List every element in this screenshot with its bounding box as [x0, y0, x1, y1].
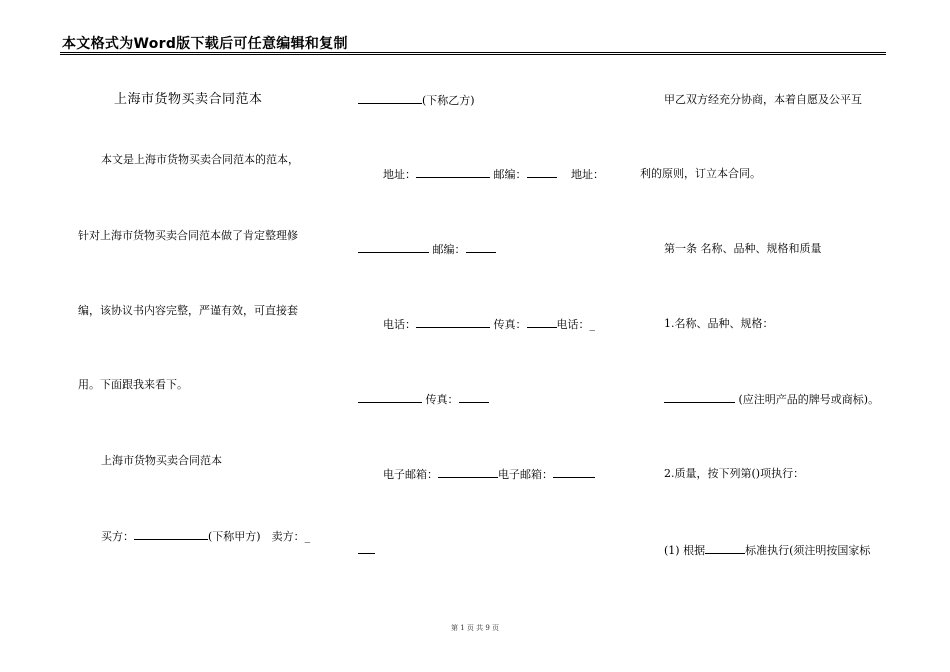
page-number: 第 1 页 共 9 页	[450, 624, 500, 632]
address-line	[383, 167, 604, 182]
buyer-alias-and-seller-label: (下称甲方) 卖方：_	[208, 530, 311, 543]
buyer-fax-blank	[527, 317, 557, 328]
item-1-name-spec: 1.名称、品种、规格：	[664, 317, 774, 330]
seller-postcode-label: 邮编：	[432, 243, 466, 256]
seller-fax-blank	[459, 392, 489, 403]
contract-subtitle: 上海市货物买卖合同范本	[101, 454, 222, 467]
intro-paragraph-line-2: 针对上海市货物买卖合同范本做了肯定整理修	[78, 229, 298, 242]
seller-postcode-blank	[466, 242, 496, 253]
standard-note: 标准执行(须注明按国家标	[745, 544, 871, 557]
seller-email-label: 电子邮箱：	[498, 468, 553, 481]
buyer-fax-label: 传真：	[493, 318, 527, 331]
agreement-intro-line-2: 利的原则，订立本合同。	[640, 167, 761, 180]
buyer-address-label: 地址：	[383, 168, 416, 181]
header-divider	[60, 52, 886, 53]
standard-line	[664, 543, 870, 558]
agreement-intro-line-1: 甲乙双方经充分协商，本着自愿及公平互	[664, 93, 862, 106]
brand-line	[664, 392, 879, 407]
seller-address-label: 地址：	[571, 168, 604, 181]
seller-name-blank	[358, 93, 422, 104]
standard-blank	[705, 543, 745, 554]
seller-address-blank	[358, 242, 429, 253]
buyer-email-blank	[438, 467, 498, 478]
buyer-phone-blank	[416, 317, 490, 328]
buyer-address-blank	[416, 167, 490, 178]
seller-phone-label: 电话：_	[556, 318, 595, 331]
seller-alias: (下称乙方)	[422, 94, 475, 107]
document-title: 上海市货物买卖合同范本	[114, 92, 263, 107]
buyer-email-label: 电子邮箱：	[383, 468, 438, 481]
intro-paragraph-line-3: 编，该协议书内容完整，严谨有效，可直接套	[78, 304, 298, 317]
intro-paragraph-line-4: 用。下面跟我来看下。	[78, 378, 188, 391]
seller-email-blank	[553, 467, 595, 478]
header-divider-secondary	[60, 54, 886, 55]
article-1-heading: 第一条 名称、品种、规格和质量	[664, 242, 822, 255]
seller-fax-label: 传真：	[425, 393, 459, 406]
buyer-postcode-blank	[527, 167, 557, 178]
buyer-phone-label: 电话：	[383, 318, 416, 331]
page-header-title: 本文格式为Word版下载后可任意编辑和复制	[62, 36, 348, 52]
seller-address-line	[358, 242, 496, 257]
seller-name-line	[358, 93, 475, 108]
seller-fax-line	[358, 392, 489, 407]
product-name-blank	[664, 392, 735, 403]
email-line	[383, 467, 595, 482]
buyer-name-blank	[134, 529, 208, 540]
seller-continuation-line	[358, 543, 375, 558]
seller-phone-blank	[358, 392, 422, 403]
brand-note: (应注明产品的牌号或商标)。	[738, 393, 880, 406]
seller-name-continuation-blank	[358, 543, 375, 554]
phone-line	[383, 317, 595, 332]
item-2-quality: 2.质量，按下列第()项执行：	[664, 467, 805, 480]
buyer-line	[101, 529, 310, 544]
buyer-label: 买方：	[101, 530, 134, 543]
intro-paragraph-line-1: 本文是上海市货物买卖合同范本的范本，	[101, 153, 299, 166]
standard-label: (1) 根据	[664, 544, 706, 557]
buyer-postcode-label: 邮编：	[493, 168, 527, 181]
